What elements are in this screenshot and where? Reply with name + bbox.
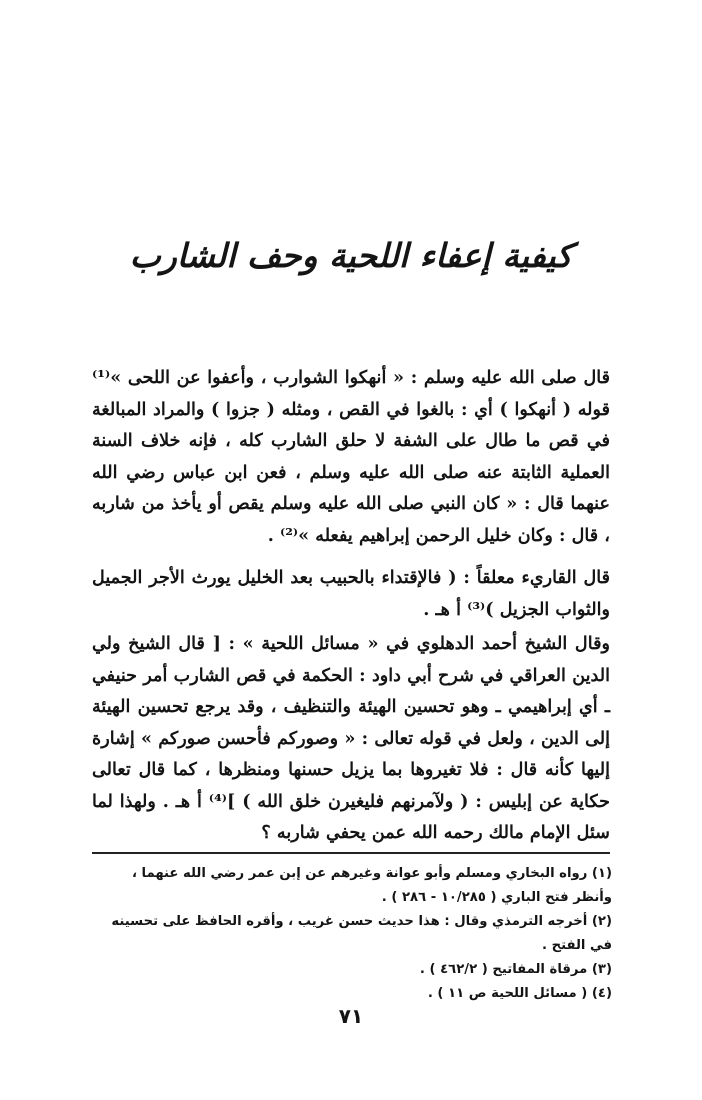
paragraph-2 [92,562,610,625]
chapter-title: كيفية إعفاء اللحية وحف الشارب [129,236,573,275]
footnote-4: (٤) ( مسائل اللحية ص ١١ ) . [427,986,612,1001]
footnote-1: (١) رواه البخاري ومسلم وأبو عوانة وغيرهم عن إبن عمر رضي الله عنهما ، وأنظر فتح الباري ( ١٠/٢٨٥ - ٢٨٦ ) . [131,866,612,905]
footnote-3: (٣) مرقاة المفاتيح ( ٤٦٢/٢ ) . [419,962,612,977]
footnote-divider [92,852,610,854]
paragraph-1 [92,362,610,551]
paragraph-3 [92,628,610,849]
footnote-2: (٢) أخرجه الترمذي وقال : هذا حديث حسن غريب ، وأقره الحافظ على تحسينه في الفتح . [111,914,612,953]
page-number: ٧١ [338,1004,364,1028]
paragraph-text: قال القاريء معلقاً : ( فالإقتداء بالحبيب بعد الخليل يورث الأجر الجميل والثواب الجزيل )⁽³⁾ أ هـ . [92,567,610,620]
paragraph-text: قال صلى الله عليه وسلم : « أنهكوا الشوارب ، وأعفوا عن اللحى »⁽¹⁾ قوله ( أنهكوا ) أي : بالغوا في القص ، ومثله ( جزوا ) والمراد المبالغة في قص ما طال على الشفة لا حلق الشارب كله ، فإنه خلاف السنة العملية الثابتة عنه صلى الله عليه وسلم ، فعن ابن عباس رضي الله عنهما قال : « كان النبي صلى الله عليه وسلم يقص أو يأخذ من شاربه ، قال : وكان خليل الرحمن إبراهيم يفعله »⁽²⁾ . [92,367,610,546]
paragraph-text: وقال الشيخ أحمد الدهلوي في « مسائل اللحية » : [ قال الشيخ ولي الدين العراقي في شرح أبي داود : الحكمة في قص الشارب أمر حنيفي ـ أي إبراهيمي ـ وهو تحسين الهيئة والتنظيف ، وقد يرجع تحسين الهيئة إلى الدين ، ولعل في قوله تعالى : « وصوركم فأحسن صوركم » إشارة إليها كأنه قال : فلا تغيروها بما يزيل حسنها ومنظرها ، كما قال تعالى حكاية عن إبليس : ( ولآمرنهم فليغيرن خلق الله ) ]⁽⁴⁾ أ هـ . ولهذا لما سئل الإمام مالك رحمه الله عمن يحفي شاربه ؟ [92,633,610,843]
footnotes [92,862,612,1006]
